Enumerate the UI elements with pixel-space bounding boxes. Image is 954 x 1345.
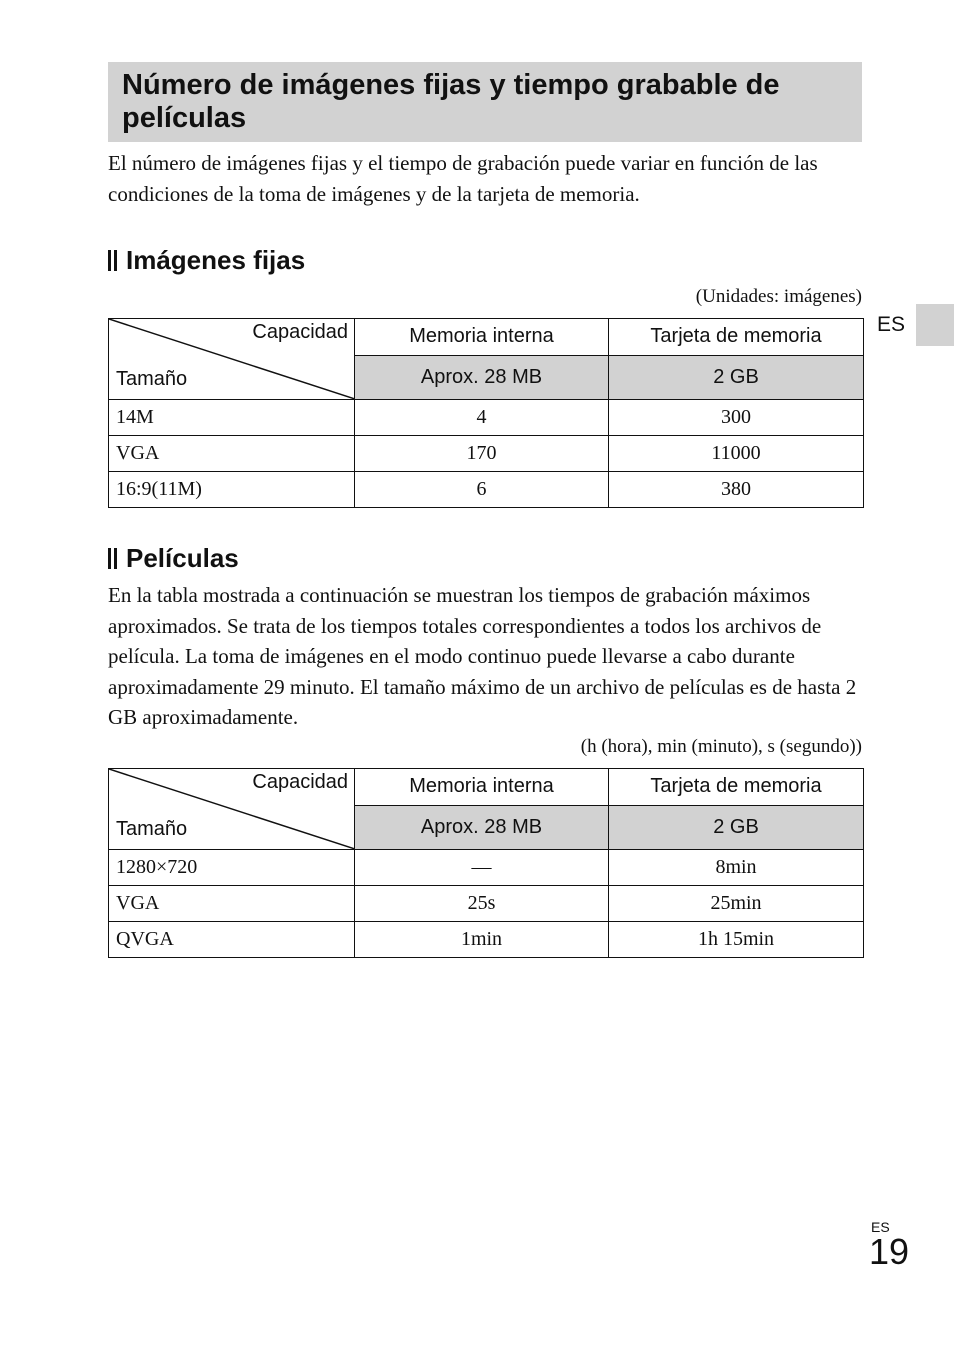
table-corner-cell: [109, 769, 355, 850]
footer-language: ES: [871, 1219, 890, 1235]
row-internal-cell: 25s: [355, 886, 609, 922]
side-tab: [916, 304, 954, 346]
corner-size-label: Tamaño: [116, 368, 188, 390]
corner-capacity-label: Capacidad: [252, 771, 348, 793]
row-size-cell: 16:9(11M): [109, 472, 355, 508]
table-row: [109, 436, 864, 472]
row-card-cell: 8min: [609, 850, 864, 886]
title-banner: [108, 62, 862, 142]
row-card-cell: 1h 15min: [609, 922, 864, 958]
col-header-internal: Memoria interna: [355, 319, 609, 356]
page-number: 19: [869, 1231, 910, 1272]
row-card-cell: 11000: [609, 436, 864, 472]
table-header-row: [109, 319, 864, 356]
corner-size-label: Tamaño: [116, 818, 188, 840]
col-header-card: Tarjeta de memoria: [609, 769, 864, 806]
row-size-cell: QVGA: [109, 922, 355, 958]
row-card-cell: 380: [609, 472, 864, 508]
still-images-units-note: (Unidades: imágenes): [695, 286, 862, 307]
table-row: [109, 850, 864, 886]
row-size-cell: 1280×720: [109, 850, 355, 886]
row-card-cell: 300: [609, 400, 864, 436]
row-internal-cell: 170: [355, 436, 609, 472]
col-subheader-internal: Aprox. 28 MB: [355, 355, 609, 399]
intro-paragraph: El número de imágenes fijas y el tiempo de grabación puede variar en función de las condiciones de la toma de imágenes y de la tarjeta de memoria.: [108, 151, 818, 206]
col-subheader-card: 2 GB: [609, 355, 864, 399]
col-subheader-internal: Aprox. 28 MB: [355, 805, 609, 849]
col-header-card: Tarjeta de memoria: [609, 319, 864, 356]
section-marker-icon: [108, 250, 117, 271]
row-internal-cell: 6: [355, 472, 609, 508]
col-header-internal: Memoria interna: [355, 769, 609, 806]
col-subheader-card: 2 GB: [609, 805, 864, 849]
section-marker-icon: [108, 548, 117, 569]
still-images-table: [108, 318, 864, 508]
row-internal-cell: 1min: [355, 922, 609, 958]
corner-capacity-label: Capacidad: [252, 321, 348, 343]
row-card-cell: 25min: [609, 886, 864, 922]
table-row: [109, 922, 864, 958]
still-images-heading-text: Imágenes fijas: [126, 245, 306, 275]
row-size-cell: 14M: [109, 400, 355, 436]
row-size-cell: VGA: [109, 436, 355, 472]
movies-units-note: (h (hora), min (minuto), s (segundo)): [580, 736, 862, 757]
table-row: [109, 886, 864, 922]
table-corner-cell: [109, 319, 355, 400]
table-header-row: [109, 769, 864, 806]
movies-paragraph: En la tabla mostrada a continuación se muestran los tiempos de grabación máximos aproximados. Se trata de los tiempos totales correspondientes a todos los archivos de película. La toma de imágenes en el modo continuo puede llevarse a cabo durante aproximadamente 29 minuto. El tamaño máximo de un archivo de películas es de hasta 2 GB aproximadamente.: [108, 583, 857, 729]
row-internal-cell: —: [355, 850, 609, 886]
page-title: Número de imágenes fijas y tiempo grabable de películas: [122, 69, 780, 134]
movies-heading: [108, 543, 239, 573]
row-internal-cell: 4: [355, 400, 609, 436]
side-tab-label: ES: [877, 313, 906, 336]
table-row: [109, 472, 864, 508]
row-size-cell: VGA: [109, 886, 355, 922]
movies-heading-text: Películas: [126, 543, 239, 573]
table-row: [109, 400, 864, 436]
still-images-heading: [108, 245, 305, 275]
movies-table: [108, 768, 864, 958]
